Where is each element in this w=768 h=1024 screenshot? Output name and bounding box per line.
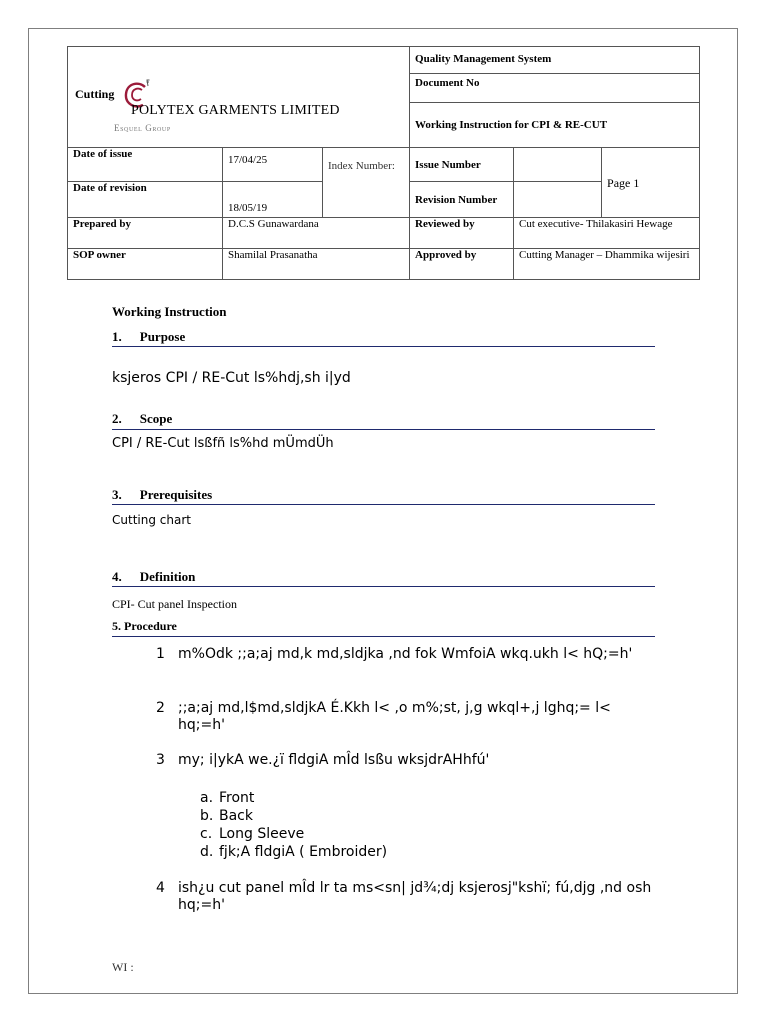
step-number: 2 (156, 700, 165, 716)
sub-item-letter: b. (200, 808, 214, 824)
section-definition-text: CPI- Cut panel Inspection (112, 597, 237, 611)
sub-item-letter: a. (200, 790, 214, 806)
section-divider (112, 504, 655, 505)
sub-item-letter: c. (200, 826, 213, 842)
company-logo-block (68, 47, 410, 148)
sub-item-text: Front (219, 790, 255, 806)
section-title: Scope (139, 411, 173, 426)
section-procedure-heading: 5. Procedure (112, 619, 177, 633)
sub-item-letter: d. (200, 844, 214, 860)
section-title: Purpose (139, 329, 186, 344)
document-no-label: Document No (410, 74, 700, 103)
sub-item-text: Long Sleeve (219, 826, 305, 842)
section-purpose-heading (112, 329, 185, 345)
index-number-label: Index Number: (323, 148, 410, 218)
section-purpose-text: ksjeros CPI / RE-Cut ls%hdj,sh i|yd (112, 370, 351, 386)
step-text: my; i|ykA we.¿ï fldgiA mÎd lsßu wksjdrAHhfú' (178, 752, 490, 768)
section-number: 3. (112, 487, 122, 502)
step-number: 4 (156, 880, 165, 896)
company-prefix: Cutting (75, 87, 115, 101)
approved-by-label: Approved by (410, 249, 514, 280)
qms-title: Quality Management System (410, 47, 700, 74)
revision-number-label: Revision Number (410, 182, 514, 218)
section-divider (112, 346, 655, 347)
section-title: Definition (139, 569, 196, 584)
step-text: m%Odk ;;a;aj md,k md,sldjka ,nd fok WmfoiA wkq.ukh l< hQ;=h' (178, 646, 633, 662)
prepared-by-value: D.C.S Gunawardana (223, 218, 410, 249)
date-of-revision-value: 18/05/19 (223, 182, 323, 218)
date-of-revision-label: Date of revision (68, 182, 223, 218)
section-number: 1. (112, 329, 122, 344)
section-divider (112, 429, 655, 430)
page-number: Page 1 (602, 148, 700, 218)
step-text: ish¿u cut panel mÎd lr ta ms<sn| jd¾;dj ksjerosj"kshï; fú,djg ,nd osh hq;=h' (178, 880, 652, 913)
section-number: 4. (112, 569, 122, 584)
page-footer: WI : (112, 960, 134, 974)
section-scope-text: CPI / RE-Cut lsßfñ ls%hd mÜmdÜh (112, 436, 334, 451)
reviewed-by-label: Reviewed by (410, 218, 514, 249)
step-text: ;;a;aj md,l$md,sldjkA É.Kkh l< ,o m%;st, j,g wkql+,j lghq;= l< hq;=h' (178, 700, 611, 733)
body-heading: Working Instruction (112, 304, 227, 319)
section-prerequisites-heading (112, 487, 212, 503)
sop-owner-value: Shamilal Prasanatha (223, 249, 410, 280)
sub-item-text: Back (219, 808, 253, 824)
step-number: 1 (156, 646, 165, 662)
prepared-by-label: Prepared by (68, 218, 223, 249)
step-number: 3 (156, 752, 165, 768)
issue-number-label: Issue Number (410, 148, 514, 182)
section-scope-heading (112, 411, 172, 427)
approved-by-value: Cutting Manager – Dhammika wijesiri (514, 249, 700, 280)
company-name: POLYTEX GARMENTS LIMITED (131, 103, 340, 118)
document-title: Working Instruction for CPI & RE-CUT (410, 102, 700, 147)
issue-number-value (514, 148, 602, 182)
document-header-table (67, 46, 700, 280)
group-name: Esquel Group (114, 123, 171, 133)
revision-number-value (514, 182, 602, 218)
date-of-issue-value: 17/04/25 (223, 148, 323, 182)
section-divider (112, 586, 655, 587)
section-prerequisites-text: Cutting chart (112, 513, 191, 527)
date-of-issue-label: Date of issue (68, 148, 223, 182)
section-divider (112, 636, 655, 637)
section-number: 2. (112, 411, 122, 426)
section-title: Prerequisites (139, 487, 213, 502)
section-definition-heading (112, 569, 195, 585)
sop-owner-label: SOP owner (68, 249, 223, 280)
reviewed-by-value: Cut executive- Thilakasiri Hewage (514, 218, 700, 249)
sub-item-text: fjk;A fldgiA ( Embroider) (219, 844, 388, 860)
